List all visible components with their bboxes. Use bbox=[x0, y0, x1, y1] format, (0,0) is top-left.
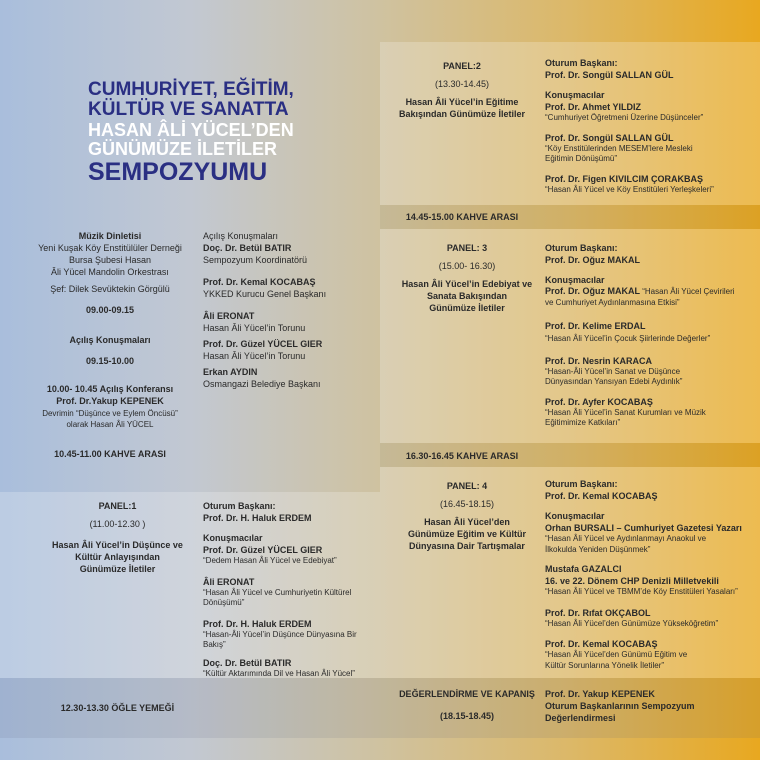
speaker-talk: “Hasan Âli Yücel ve Köy Enstitüleri Yerleşkeleri” bbox=[545, 184, 714, 194]
chair-name: Prof. Dr. Songül SALLAN GÜL bbox=[545, 70, 674, 80]
panel3-info bbox=[392, 242, 542, 314]
speakers-label: Konuşmacılar bbox=[545, 90, 605, 100]
title-line-1: CUMHURİYET, EĞİTİM, bbox=[88, 79, 294, 100]
panel2-speakers bbox=[545, 57, 755, 195]
chair-label: Oturum Başkanı: bbox=[203, 501, 276, 511]
panel4-topic: Dünyasına Dair Tartışmalar bbox=[409, 541, 525, 551]
panel3-time: (15.00- 16.30) bbox=[438, 261, 496, 271]
chair-name: Prof. Dr. Kemal KOCABAŞ bbox=[545, 491, 658, 501]
closing-label: DEĞERLENDİRME VE KAPANIŞ bbox=[399, 689, 535, 699]
closing-speaker bbox=[545, 688, 757, 724]
conference-topic: Devrimin “Düşünce ve Eylem Öncüsü” bbox=[42, 409, 178, 418]
speaker-entry bbox=[545, 286, 757, 298]
panel3-topic: Günümüze İletiler bbox=[429, 303, 505, 313]
speeches-title: Açılış Konuşmaları bbox=[69, 335, 151, 345]
speaker-role: 16. ve 22. Dönem CHP Denizli Milletvekili bbox=[545, 576, 719, 586]
closing-time: (18.15-18.45) bbox=[439, 711, 495, 721]
panel4-topic: Hasan Âli Yücel’den bbox=[424, 517, 510, 527]
panel1-topic: Günümüze İletiler bbox=[79, 564, 156, 574]
speaker-role: Osmangazi Belediye Başkanı bbox=[203, 379, 321, 389]
speaker-role: Hasan Âli Yücel’in Torunu bbox=[203, 351, 306, 361]
panel2-label: PANEL:2 bbox=[443, 61, 481, 71]
speaker-talk: Dünyasından Yansıyan Edebi Aydınlık” bbox=[545, 377, 683, 386]
panel2-info bbox=[392, 60, 532, 120]
chair-label: Oturum Başkanı: bbox=[545, 58, 618, 68]
speaker-name: Prof. Dr. Figen KIVILCIM ÇORAKBAŞ bbox=[545, 173, 704, 184]
speaker-talk: “Hasan Âli Yücel Çevirileri bbox=[640, 287, 735, 296]
speaker-talk: ve Cumhuriyet Aydınlanmasına Etkisi” bbox=[545, 297, 680, 307]
speaker-talk: “Hasan Âli Yücel’den Günümü Eğitim ve bbox=[545, 650, 688, 659]
speakers-label: Konuşmacılar bbox=[203, 533, 263, 543]
speaker-name: Âli ERONAT bbox=[203, 576, 255, 587]
panel4-topic: Günümüze Eğitim ve Kültür bbox=[407, 529, 526, 539]
chair-label: Oturum Başkanı: bbox=[545, 243, 618, 253]
speaker-talk: “Kültür Aktarımında Dil ve Hasan Âli Yücel” bbox=[203, 668, 355, 678]
opening-column bbox=[20, 230, 200, 460]
speaker-talk: “Hasan Âli Yücel ve Aydınlanmayı Anaokul ve bbox=[545, 534, 707, 543]
speaker-name: Mustafa GAZALCI bbox=[545, 564, 622, 574]
music-line: Bursa Şubesi Hasan bbox=[68, 255, 152, 265]
speaker-name: Prof. Dr. Kemal KOCABAŞ bbox=[203, 277, 316, 287]
conference-topic: olarak Hasan Âli YÜCEL bbox=[66, 419, 154, 429]
panel4-speakers bbox=[545, 478, 757, 671]
closing-speaker-name: Prof. Dr. Yakup KEPENEK bbox=[545, 689, 655, 699]
speaker-talk: “Dedem Hasan Âli Yücel ve Edebiyat” bbox=[203, 556, 337, 565]
speaker-talk: “Hasan-Âli Yücel’in Sanat ve Düşünce bbox=[545, 366, 681, 376]
speaker-name: Erkan AYDIN bbox=[203, 367, 258, 377]
music-line: Âli Yücel Mandolin Orkestrası bbox=[51, 267, 169, 277]
speaker-name: Prof. Dr. Rıfat OKÇABOL bbox=[545, 607, 651, 618]
speaker-talk: “Köy Enstitülerinden MESEM’lere Mesleki bbox=[545, 143, 693, 153]
panel3-topic: Hasan Âli Yücel’in Edebiyat ve bbox=[401, 279, 533, 289]
opening-speakers bbox=[203, 230, 378, 390]
speaker-name: Prof. Dr. Songül SALLAN GÜL bbox=[545, 132, 674, 143]
music-title: Müzik Dinletisi bbox=[78, 231, 142, 241]
opening-speakers-heading: Açılış Konuşmaları bbox=[203, 231, 279, 241]
chair-name: Prof. Dr. Oğuz MAKAL bbox=[545, 255, 640, 265]
speakers-label: Konuşmacılar bbox=[545, 275, 605, 285]
speaker-name: Prof. Dr. Ayfer KOCABAŞ bbox=[545, 396, 653, 407]
panel1-time: (11.00-12.30 ) bbox=[89, 519, 146, 529]
speaker-name: Doç. Dr. Betül BATIR bbox=[203, 243, 292, 253]
title-line-5: SEMPOZYUMU bbox=[88, 158, 268, 186]
speaker-name: Prof. Dr. Nesrin KARACA bbox=[545, 355, 653, 366]
panel4-info bbox=[392, 480, 542, 552]
panel2-time: (13.30-14.45) bbox=[434, 79, 490, 89]
speaker-role: Sempozyum Koordinatörü bbox=[203, 255, 308, 265]
speaker-talk: İlkokulda Yeniden Düşünmek” bbox=[545, 544, 651, 554]
panel3-speakers bbox=[545, 242, 757, 429]
title-line-4: GÜNÜMÜZE İLETİLER bbox=[88, 139, 277, 159]
speaker-name: Prof. Dr. Oğuz MAKAL bbox=[545, 286, 640, 296]
speaker-name: Prof. Dr. Güzel YÜCEL GIER bbox=[203, 339, 323, 349]
panel3-label: PANEL: 3 bbox=[446, 243, 488, 253]
title-line-2: KÜLTÜR VE SANATTA bbox=[88, 99, 289, 120]
conference-title: 10.00- 10.45 Açılış Konferansı bbox=[46, 384, 174, 394]
speaker-name: Doç. Dr. Betül BATIR bbox=[203, 657, 292, 668]
coffee-break-1: 10.45-11.00 KAHVE ARASI bbox=[54, 449, 166, 459]
chair-label: Oturum Başkanı: bbox=[545, 479, 618, 489]
panel1-info bbox=[40, 500, 195, 575]
music-time: 09.00-09.15 bbox=[85, 305, 135, 315]
speakers-label: Konuşmacılar bbox=[545, 511, 605, 521]
coffee-break-2: 14.45-15.00 KAHVE ARASI bbox=[405, 212, 519, 222]
speaker-talk: Eğitimimize Katkıları” bbox=[545, 418, 621, 427]
panel1-topic: Kültür Anlayışından bbox=[75, 552, 160, 562]
speaker-name: Prof. Dr. H. Haluk ERDEM bbox=[203, 618, 312, 629]
speaker-name: Prof. Dr. Kemal KOCABAŞ bbox=[545, 639, 658, 649]
panel4-label: PANEL: 4 bbox=[446, 481, 488, 491]
speeches-time: 09.15-10.00 bbox=[85, 356, 135, 366]
speaker-name: Prof. Dr. Kelime ERDAL bbox=[545, 321, 646, 331]
speaker-name: Prof. Dr. Ahmet YILDIZ bbox=[545, 102, 642, 112]
speaker-name: Prof. Dr. Güzel YÜCEL GIER bbox=[203, 545, 323, 555]
panel2-topic: Hasan Âli Yücel’in Eğitime bbox=[405, 97, 519, 107]
panel4-time: (16.45-18.15) bbox=[439, 499, 495, 509]
panel2-topic: Bakışından Günümüze İletiler bbox=[398, 109, 526, 119]
speaker-role: YKKED Kurucu Genel Başkanı bbox=[203, 289, 327, 299]
title-line-3: HASAN ÂLİ YÜCEL’DEN bbox=[88, 120, 294, 140]
closing-desc: Oturum Başkanlarının Sempozyum bbox=[545, 701, 695, 711]
chair-name: Prof. Dr. H. Haluk ERDEM bbox=[203, 513, 312, 523]
speaker-talk: “Hasan Âli Yücel’den Günümüze Yükseköğretim” bbox=[545, 618, 719, 628]
panel1-speakers bbox=[203, 500, 378, 679]
lunch: 12.30-13.30 ÖĞLE YEMEĞİ bbox=[60, 703, 175, 713]
conductor: Şef: Dilek Sevüktekin Görgülü bbox=[50, 284, 170, 294]
speaker-talk: “Hasan Âli Yücel ve TBMM’de Köy Enstitüleri Yasaları” bbox=[545, 587, 738, 596]
panel3-topic: Sanata Bakışından bbox=[426, 291, 508, 301]
speaker-name: Orhan BURSALI – Cumhuriyet Gazetesi Yazarı bbox=[545, 523, 742, 533]
coffee-break-3: 16.30-16.45 KAHVE ARASI bbox=[405, 451, 519, 461]
closing-info bbox=[392, 688, 542, 722]
speaker-talk: Kültür Sorunlarına Yönelik İletiler” bbox=[545, 660, 665, 670]
panel1-topic: Hasan Âli Yücel’in Düşünce ve bbox=[52, 540, 183, 550]
closing-desc: Değerlendirmesi bbox=[545, 713, 616, 723]
speaker-name: Âli ERONAT bbox=[203, 311, 255, 321]
speaker-talk: “Cumhuriyet Öğretmeni Üzerine Düşünceler” bbox=[545, 113, 704, 122]
music-line: Yeni Kuşak Köy Enstitülüler Derneği bbox=[38, 243, 182, 253]
speaker-talk: Dönüşümü” bbox=[203, 598, 245, 607]
speaker-talk: “Hasan Âli Yücel’in Sanat Kurumları ve Müzik bbox=[545, 407, 706, 417]
speaker-talk: “Hasan-Âli Yücel’in Düşünce Dünyasına Bir Bakış” bbox=[203, 629, 357, 649]
speaker-talk: “Hasan Âli Yücel’in Çocuk Şiirlerinde Değerler” bbox=[545, 334, 711, 343]
speaker-talk: “Hasan Âli Yücel ve Cumhuriyetin Kültürel bbox=[203, 587, 352, 597]
speaker-talk: Eğitimin Dönüşümü” bbox=[545, 154, 618, 163]
panel1-label: PANEL:1 bbox=[98, 501, 137, 511]
speaker-role: Hasan Âli Yücel’in Torunu bbox=[203, 323, 306, 333]
conference-speaker: Prof. Dr.Yakup KEPENEK bbox=[56, 396, 164, 406]
